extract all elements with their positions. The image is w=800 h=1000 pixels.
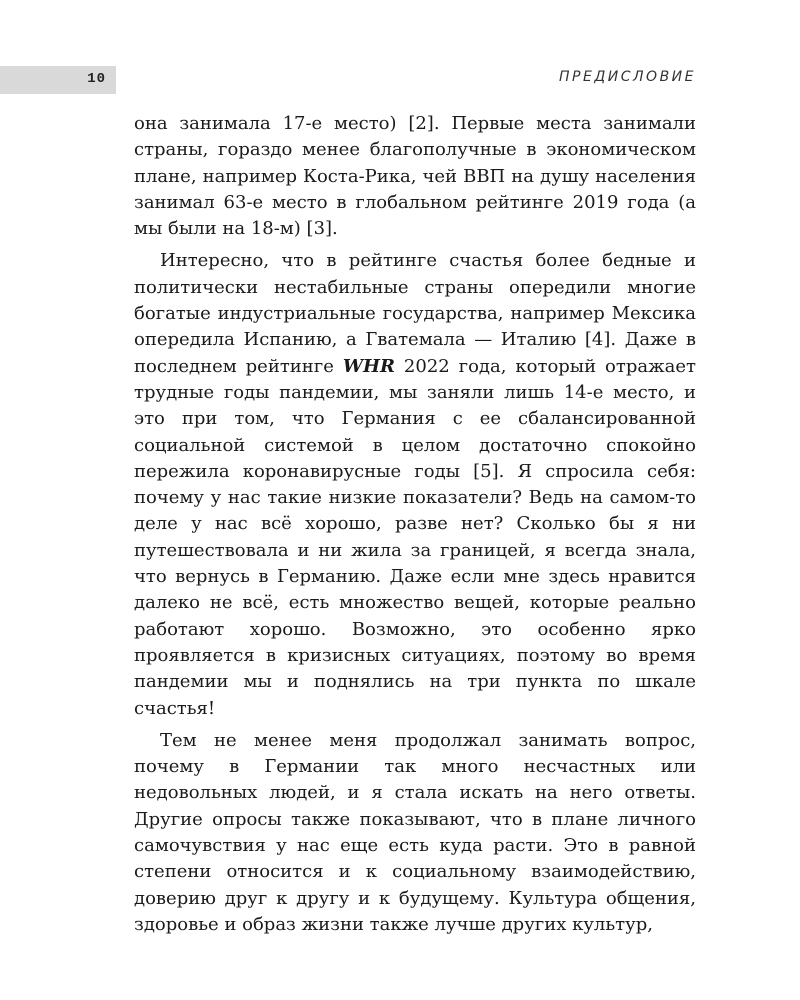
body-text bbox=[134, 111, 696, 938]
paragraph-1: она занимала 17-е место) [2]. Первые места занимали страны, гораздо менее благополучные в экономическом плане, например Коста-Рика, чей ВВП на душу населения занимал 63-е место в глобальном рейтинге 2019 года (а мы были на 18-м) [3]. bbox=[134, 113, 696, 240]
paragraph-2 bbox=[134, 248, 696, 721]
paragraph-2-part-2: 2022 года, который отражает трудные годы пандемии, мы заняли лишь 14-е место, и это при том, что Германия с ее сбалансированной социальной системой в целом достаточно спокойно пережила коронавирусные годы [5]. Я спросила себя: почему у нас такие низкие показатели? Ведь на самом-то деле у нас всё хорошо, разве нет? Сколько бы я ни путешествовала и ни жила за границей, я всегда знала, что вернусь в Германию. Даже если мне здесь нравится далеко не всё, есть множество вещей, которые реально работают хорошо. Возможно, это особенно ярко проявляется в кризисных ситуациях, поэтому во время пандемии мы и поднялись на три пункта по шкале счастья! bbox=[134, 355, 696, 719]
running-head: ПРЕДИСЛОВИЕ bbox=[559, 69, 696, 85]
whr-abbreviation: WHR bbox=[342, 355, 395, 377]
paragraph-3: Тем не менее меня продолжал занимать вопрос, почему в Германии так много несчастных или недовольных людей, и я стала искать на него ответы. Другие опросы также показывают, что в плане личного самочувствия у нас еще есть куда расти. Это в равной степени относится и к социальному взаимодействию, доверию друг к другу и к будущему. Культура общения, здоровье и образ жизни также лучше других культур, bbox=[134, 729, 696, 935]
paragraph-2-part-1: Интересно, что в рейтинге счастья более бедные и политически нестабильные страны опередили многие богатые индустриальные государства, например Мексика опередила Испанию, а Гватемала — Италию [4]. Даже в последнем рейтинге bbox=[134, 250, 696, 377]
page-number: 10 bbox=[87, 71, 106, 87]
page-number-tab bbox=[0, 66, 116, 94]
